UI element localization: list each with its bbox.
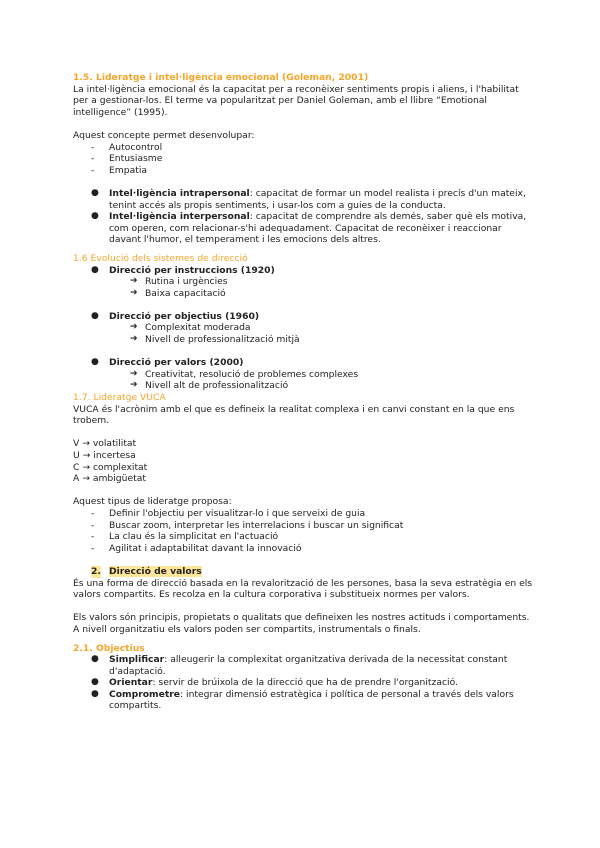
arrow-list — [73, 369, 533, 392]
paragraph: Aquest tipus de lideratge proposa: — [73, 496, 232, 508]
list-item: - Buscar zoom, interpretar les interrelacions i buscar un significat — [91, 519, 404, 531]
document-content — [73, 72, 533, 712]
list-item: ➔ Baixa capacitació — [130, 287, 226, 299]
list-item: ➔ Rutina i urgències — [130, 276, 228, 288]
list-item: - La clau és la simplicitat en l'actuació — [91, 531, 279, 543]
list-item: ● Comprometre: integrar dimensió estratègica i política de personal a través dels valors compartits. — [91, 688, 514, 712]
section-heading-1-6: 1.6 Evolució dels sistemes de direcció — [73, 252, 248, 264]
bullet-icon: ● — [91, 187, 99, 198]
list-item: - Entusiasme — [91, 153, 163, 165]
arrow-icon: ➔ — [130, 287, 138, 298]
dash-list — [73, 142, 533, 177]
paragraph: VUCA és l'acrònim amb el que es defineix la realitat complexa i en canvi constant en la que ens trobem. — [73, 403, 515, 427]
vuca-line: A → ambigüetat — [73, 473, 146, 485]
list-item: ● Direcció per valors (2000) — [91, 357, 244, 369]
list-item: - Agilitat i adaptabilitat davant la innovació — [91, 542, 302, 554]
arrow-icon: ➔ — [130, 322, 138, 333]
arrow-icon: ➔ — [130, 276, 138, 287]
bullet-list — [73, 188, 533, 246]
arrow-list — [73, 322, 533, 345]
bullet-list — [73, 311, 533, 323]
section-heading-2: 2. Direcció de valors — [91, 565, 202, 577]
list-item: ● Simplificar: alleugerir la complexitat organitzativa derivada de la necessitat constant d'adaptació. — [91, 654, 508, 677]
paragraph: Aquest concepte permet desenvolupar: — [73, 129, 255, 141]
list-item: ● Direcció per objectius (1960) — [91, 310, 260, 322]
arrow-icon: ➔ — [130, 334, 138, 345]
arrow-icon: ➔ — [130, 368, 138, 379]
section-heading-1-5: 1.5. Lideratge i intel·ligència emocional (Goleman, 2001) — [73, 72, 369, 83]
paragraph: La intel·ligència emocional és la capacitat per a reconèixer sentiments propis i aliens, i l'habilitat per a gestionar-los. El terme va popularitzat per Daniel Goleman, amb el llibre “Emotional intelligence” (1995). — [73, 83, 519, 118]
list-item: - Empatia — [91, 164, 148, 176]
bullet-icon: ● — [91, 357, 99, 368]
list-item: ➔ Complexitat moderada — [130, 322, 251, 334]
list-item: ➔ Creativitat, resolució de problemes complexes — [130, 368, 359, 380]
bullet-icon: ● — [91, 688, 99, 699]
list-item: - Definir l'objectiu per visualitzar-lo i que serveixi de guia — [91, 507, 366, 519]
list-item: ➔ Nivell de professionalització mitjà — [130, 334, 300, 346]
paragraph: És una forma de direcció basada en la revalorització de les persones, basa la seva estratègia en els valors compartits. Es recolza en la cultura corporativa i substitueix normes per valors. — [73, 577, 533, 601]
vuca-line: C → complexitat — [73, 461, 148, 473]
arrow-list — [73, 276, 533, 299]
list-item: ➔ Nivell alt de professionalització — [130, 380, 289, 392]
bullet-list — [73, 654, 533, 712]
bullet-icon: ● — [91, 211, 99, 222]
paragraph: Els valors són principis, propietats o qualitats que defineixen les nostres actituds i comportaments. A nivell organitzatiu els valors poden ser compartits, instrumentals o finals. — [73, 612, 530, 635]
section-heading-1-7: 1.7. Lideratge VUCA — [73, 392, 166, 404]
list-item: ● Intel·ligència intrapersonal: capacitat de formar un model realista i precís d'un mateix, tenint accés als propis sentiments, i usar-los com a guies de la conducta. — [91, 187, 526, 211]
vuca-line: V → volatilitat — [73, 438, 137, 450]
list-item: ● Intel·ligència interpersonal: capacitat de comprendre als demés, saber què els motiva, com operen, com relacionar-s'hi adequadament. Capacitat de reconèixer i reaccionar davant l'humor, el temperament i les emocions dels altres. — [91, 211, 527, 246]
bullet-list — [73, 265, 533, 277]
bullet-icon: ● — [91, 310, 99, 321]
list-item: ● Direcció per instruccions (1920) — [91, 264, 275, 276]
list-item: ● Orientar: servir de brúixola de la direcció que ha de prendre l'organització. — [91, 677, 458, 689]
bullet-icon: ● — [91, 264, 99, 275]
section-heading-2-1: 2.1. Objectius — [73, 642, 145, 654]
bullet-icon: ● — [91, 677, 99, 688]
bullet-list — [73, 357, 533, 369]
dash-list — [73, 508, 533, 554]
bullet-icon: ● — [91, 654, 99, 665]
list-item: - Autocontrol — [91, 141, 163, 153]
arrow-icon: ➔ — [130, 380, 138, 391]
vuca-line: U → incertesa — [73, 450, 136, 461]
